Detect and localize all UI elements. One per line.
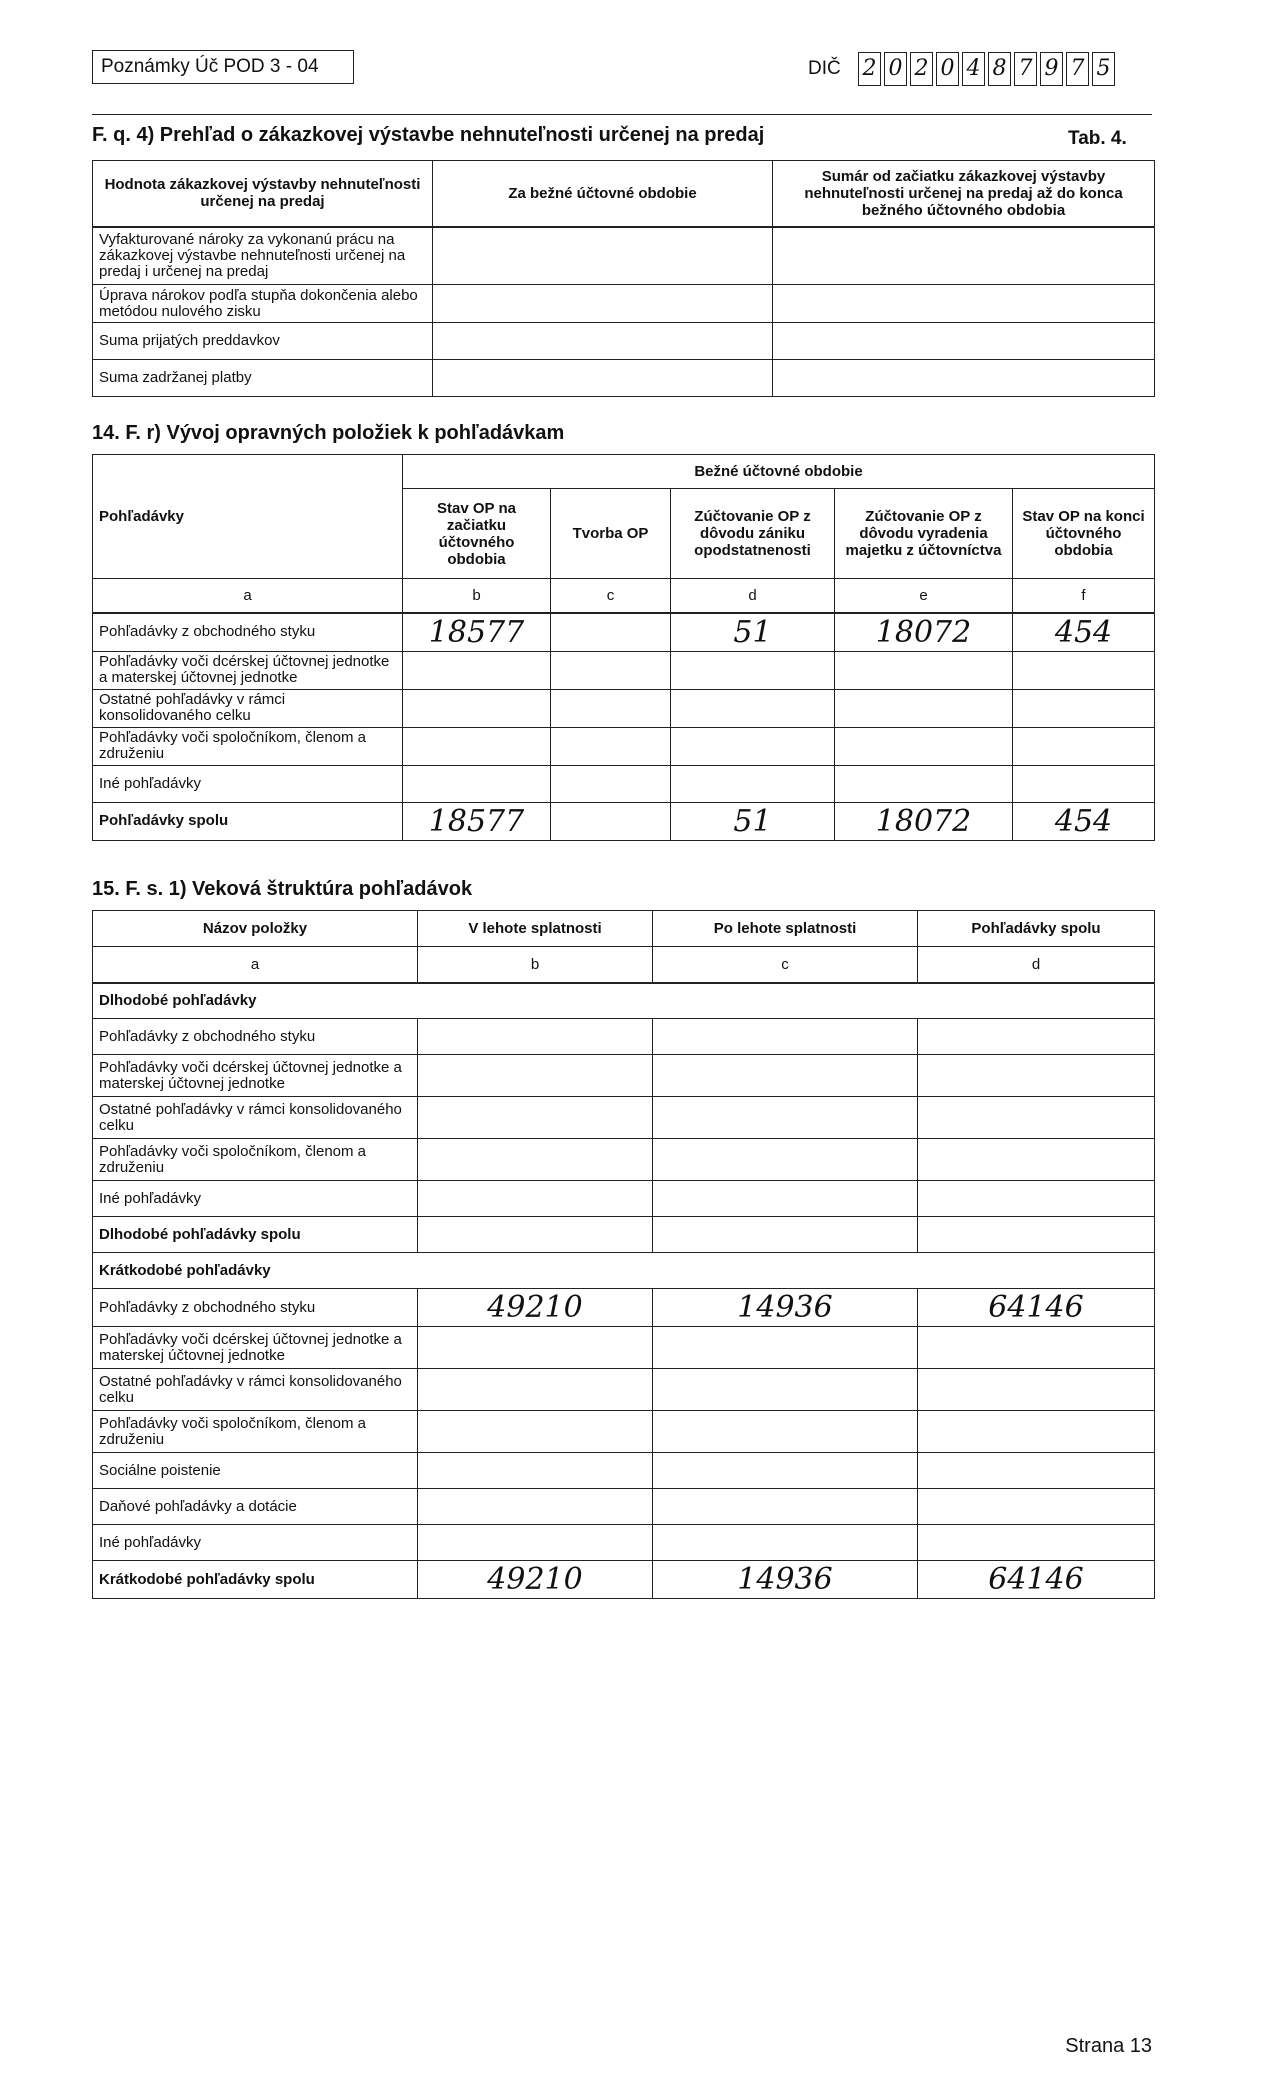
- value-cell[interactable]: [653, 1369, 918, 1411]
- sec14-row-header: Pohľadávky: [93, 455, 403, 579]
- value-cell[interactable]: [918, 1453, 1155, 1489]
- table-row-total: [93, 1217, 1155, 1253]
- tab4-cell[interactable]: [433, 227, 773, 285]
- value-cell[interactable]: [653, 1489, 918, 1525]
- table-row: [93, 727, 1155, 765]
- value-cell[interactable]: [671, 651, 835, 689]
- table-row: [93, 1489, 1155, 1525]
- value-cell[interactable]: [918, 1369, 1155, 1411]
- row-label: Dlhodobé pohľadávky spolu: [93, 1217, 418, 1253]
- sec14-group-header: Bežné účtovné obdobie: [403, 455, 1155, 489]
- sec14-title: 14. F. r) Vývoj opravných položiek k pohľadávkam: [92, 422, 565, 444]
- row-label: Krátkodobé pohľadávky: [93, 1253, 1155, 1289]
- tab4-col-header: Hodnota zákazkovej výstavby nehnuteľnosti určenej na predaj: [93, 161, 433, 227]
- value-cell[interactable]: [835, 651, 1013, 689]
- row-label: Ostatné pohľadávky v rámci konsolidovaného celku: [93, 1369, 418, 1411]
- tab4-title: F. q. 4) Prehľad o zákazkovej výstavbe nehnuteľnosti určenej na predaj: [92, 124, 765, 146]
- table-row: [93, 1139, 1155, 1181]
- dic-label: DIČ: [808, 58, 841, 79]
- table-row: [93, 1097, 1155, 1139]
- value-cell[interactable]: 14936: [653, 1289, 918, 1327]
- row-label: Iné pohľadávky: [93, 1525, 418, 1561]
- row-label: Sociálne poistenie: [93, 1453, 418, 1489]
- tab4-row-label: Suma zadržanej platby: [93, 360, 433, 397]
- dic-digit: 0: [884, 52, 907, 86]
- value-cell[interactable]: 64146: [918, 1289, 1155, 1327]
- sec15-title: 15. F. s. 1) Veková štruktúra pohľadávok: [92, 878, 473, 900]
- value-cell[interactable]: 18072: [835, 802, 1013, 840]
- value-cell[interactable]: 14936: [653, 1561, 918, 1599]
- value-cell[interactable]: [918, 1019, 1155, 1055]
- col-letter: b: [418, 947, 653, 983]
- value-cell[interactable]: 51: [671, 613, 835, 652]
- value-cell[interactable]: [551, 613, 671, 652]
- dic-digit: 0: [936, 52, 959, 86]
- row-label: Pohľadávky voči dcérskej účtovnej jednotke a materskej účtovnej jednotke: [93, 1327, 418, 1369]
- row-label: Pohľadávky voči dcérskej účtovnej jednotke a materskej účtovnej jednotke: [93, 651, 403, 689]
- sec15-col-header: V lehote splatnosti: [418, 911, 653, 947]
- table-row-total: [93, 1561, 1155, 1599]
- table-row: [93, 1019, 1155, 1055]
- table-row: [93, 689, 1155, 727]
- col-letter: f: [1013, 579, 1155, 613]
- col-letter: a: [93, 579, 403, 613]
- tab4-cell[interactable]: [433, 285, 773, 323]
- dic-digit: 4: [962, 52, 985, 86]
- value-cell[interactable]: [403, 727, 551, 765]
- row-label: Pohľadávky z obchodného styku: [93, 1019, 418, 1055]
- value-cell[interactable]: [418, 1055, 653, 1097]
- tab4-row-label: Suma prijatých preddavkov: [93, 323, 433, 360]
- col-letter: c: [551, 579, 671, 613]
- row-label: Pohľadávky voči spoločníkom, členom a združeniu: [93, 727, 403, 765]
- tab4-cell[interactable]: [773, 227, 1155, 285]
- col-letter: e: [835, 579, 1013, 613]
- tab4-row-label: Úprava nárokov podľa stupňa dokončenia alebo metódou nulového zisku: [93, 285, 433, 323]
- tab4-label: Tab. 4.: [1068, 128, 1127, 149]
- value-cell[interactable]: [551, 765, 671, 802]
- value-cell[interactable]: [1013, 651, 1155, 689]
- tab4-cell[interactable]: [433, 360, 773, 397]
- value-cell[interactable]: [653, 1181, 918, 1217]
- value-cell[interactable]: [418, 1181, 653, 1217]
- value-cell[interactable]: 454: [1013, 802, 1155, 840]
- row-label: Pohľadávky voči spoločníkom, členom a združeniu: [93, 1411, 418, 1453]
- col-letter: c: [653, 947, 918, 983]
- value-cell[interactable]: [418, 1369, 653, 1411]
- value-cell[interactable]: [653, 1411, 918, 1453]
- row-label: Ostatné pohľadávky v rámci konsolidovaného celku: [93, 689, 403, 727]
- value-cell[interactable]: [918, 1489, 1155, 1525]
- header-divider: [92, 114, 1152, 115]
- row-label: Pohľadávky voči spoločníkom, členom a združeniu: [93, 1139, 418, 1181]
- value-cell[interactable]: [418, 1489, 653, 1525]
- value-cell[interactable]: [1013, 727, 1155, 765]
- table-row: [93, 1327, 1155, 1369]
- form-label: Poznámky Úč POD 3 - 04: [92, 50, 354, 84]
- table-row-total: [93, 802, 1155, 840]
- sec14-table: [92, 454, 1155, 841]
- value-cell[interactable]: [835, 765, 1013, 802]
- sec14-col-header: Stav OP na začiatku účtovného obdobia: [403, 489, 551, 579]
- value-cell[interactable]: [418, 1453, 653, 1489]
- table-row: [93, 1525, 1155, 1561]
- col-letter: a: [93, 947, 418, 983]
- value-cell[interactable]: [551, 727, 671, 765]
- value-cell[interactable]: 18577: [403, 613, 551, 652]
- value-cell[interactable]: [653, 1453, 918, 1489]
- tab4-table: [92, 160, 1155, 397]
- value-cell[interactable]: [403, 765, 551, 802]
- value-cell[interactable]: [551, 651, 671, 689]
- value-cell[interactable]: [671, 765, 835, 802]
- tab4-cell[interactable]: [773, 285, 1155, 323]
- value-cell[interactable]: [1013, 765, 1155, 802]
- value-cell[interactable]: [653, 1525, 918, 1561]
- value-cell[interactable]: 49210: [418, 1289, 653, 1327]
- value-cell[interactable]: [653, 1217, 918, 1253]
- value-cell[interactable]: [918, 1411, 1155, 1453]
- tab4-cell[interactable]: [773, 360, 1155, 397]
- value-cell[interactable]: [418, 1097, 653, 1139]
- value-cell[interactable]: [918, 1139, 1155, 1181]
- tab4-col-header: Sumár od začiatku zákazkovej výstavby nehnuteľnosti určenej na predaj až do konca bežného účtovného obdobia: [773, 161, 1155, 227]
- value-cell[interactable]: [918, 1327, 1155, 1369]
- value-cell[interactable]: [918, 1055, 1155, 1097]
- sec15-col-header: Po lehote splatnosti: [653, 911, 918, 947]
- tab4-cell[interactable]: [773, 323, 1155, 360]
- value-cell[interactable]: [918, 1097, 1155, 1139]
- row-label: Pohľadávky z obchodného styku: [93, 1289, 418, 1327]
- dic-digit: 2: [910, 52, 933, 86]
- dic-digit: 2: [858, 52, 881, 86]
- value-cell[interactable]: 18577: [403, 802, 551, 840]
- value-cell[interactable]: [418, 1411, 653, 1453]
- tab4-col-header: Za bežné účtovné obdobie: [433, 161, 773, 227]
- table-row: [93, 1289, 1155, 1327]
- row-label: Iné pohľadávky: [93, 765, 403, 802]
- section-row: [93, 1253, 1155, 1289]
- dic-digit: 5: [1092, 52, 1115, 86]
- value-cell[interactable]: [653, 1139, 918, 1181]
- dic-digit: 9: [1040, 52, 1063, 86]
- value-cell[interactable]: [671, 727, 835, 765]
- dic-boxes: [858, 52, 1118, 86]
- dic-digit: 7: [1014, 52, 1037, 86]
- row-label: Dlhodobé pohľadávky: [93, 983, 1155, 1019]
- col-letter: d: [918, 947, 1155, 983]
- value-cell[interactable]: [653, 1097, 918, 1139]
- section-row: [93, 983, 1155, 1019]
- value-cell[interactable]: 51: [671, 802, 835, 840]
- col-letter: d: [671, 579, 835, 613]
- value-cell[interactable]: [403, 651, 551, 689]
- value-cell[interactable]: [653, 1019, 918, 1055]
- row-label: Pohľadávky spolu: [93, 802, 403, 840]
- table-row: [93, 765, 1155, 802]
- value-cell[interactable]: [551, 689, 671, 727]
- value-cell[interactable]: [418, 1019, 653, 1055]
- table-row: [93, 613, 1155, 652]
- value-cell[interactable]: [918, 1525, 1155, 1561]
- dic-digit: 8: [988, 52, 1011, 86]
- sec14-col-header: Stav OP na konci účtovného obdobia: [1013, 489, 1155, 579]
- value-cell[interactable]: 18072: [835, 613, 1013, 652]
- value-cell[interactable]: [418, 1327, 653, 1369]
- sec15-table: [92, 910, 1155, 1599]
- value-cell[interactable]: [653, 1055, 918, 1097]
- row-label: Ostatné pohľadávky v rámci konsolidovaného celku: [93, 1097, 418, 1139]
- sec15-col-header: Názov položky: [93, 911, 418, 947]
- value-cell[interactable]: [835, 727, 1013, 765]
- row-label: Pohľadávky voči dcérskej účtovnej jednotke a materskej účtovnej jednotke: [93, 1055, 418, 1097]
- row-label: Daňové pohľadávky a dotácie: [93, 1489, 418, 1525]
- value-cell[interactable]: [418, 1525, 653, 1561]
- value-cell[interactable]: [418, 1139, 653, 1181]
- value-cell[interactable]: 49210: [418, 1561, 653, 1599]
- value-cell[interactable]: [1013, 689, 1155, 727]
- sec15-col-header: Pohľadávky spolu: [918, 911, 1155, 947]
- value-cell[interactable]: [671, 689, 835, 727]
- value-cell[interactable]: [403, 689, 551, 727]
- sec14-col-header: Zúčtovanie OP z dôvodu vyradenia majetku z účtovníctva: [835, 489, 1013, 579]
- table-row: [93, 1055, 1155, 1097]
- table-row: [93, 1181, 1155, 1217]
- value-cell[interactable]: [551, 802, 671, 840]
- value-cell[interactable]: [918, 1181, 1155, 1217]
- row-label: Iné pohľadávky: [93, 1181, 418, 1217]
- value-cell[interactable]: 64146: [918, 1561, 1155, 1599]
- sec14-col-header: Tvorba OP: [551, 489, 671, 579]
- col-letter: b: [403, 579, 551, 613]
- value-cell[interactable]: [418, 1217, 653, 1253]
- table-row: [93, 651, 1155, 689]
- value-cell[interactable]: 454: [1013, 613, 1155, 652]
- value-cell[interactable]: [835, 689, 1013, 727]
- dic-digit: 7: [1066, 52, 1089, 86]
- value-cell[interactable]: [918, 1217, 1155, 1253]
- page-number: Strana 13: [1065, 2035, 1152, 2057]
- value-cell[interactable]: [653, 1327, 918, 1369]
- row-label: Pohľadávky z obchodného styku: [93, 613, 403, 652]
- tab4-cell[interactable]: [433, 323, 773, 360]
- row-label: Krátkodobé pohľadávky spolu: [93, 1561, 418, 1599]
- table-row: [93, 1411, 1155, 1453]
- table-row: [93, 1369, 1155, 1411]
- tab4-row-label: Vyfakturované nároky za vykonanú prácu na zákazkovej výstavbe nehnuteľnosti určenej na predaj i určenej na predaj: [93, 227, 433, 285]
- sec14-col-header: Zúčtovanie OP z dôvodu zániku opodstatnenosti: [671, 489, 835, 579]
- table-row: [93, 1453, 1155, 1489]
